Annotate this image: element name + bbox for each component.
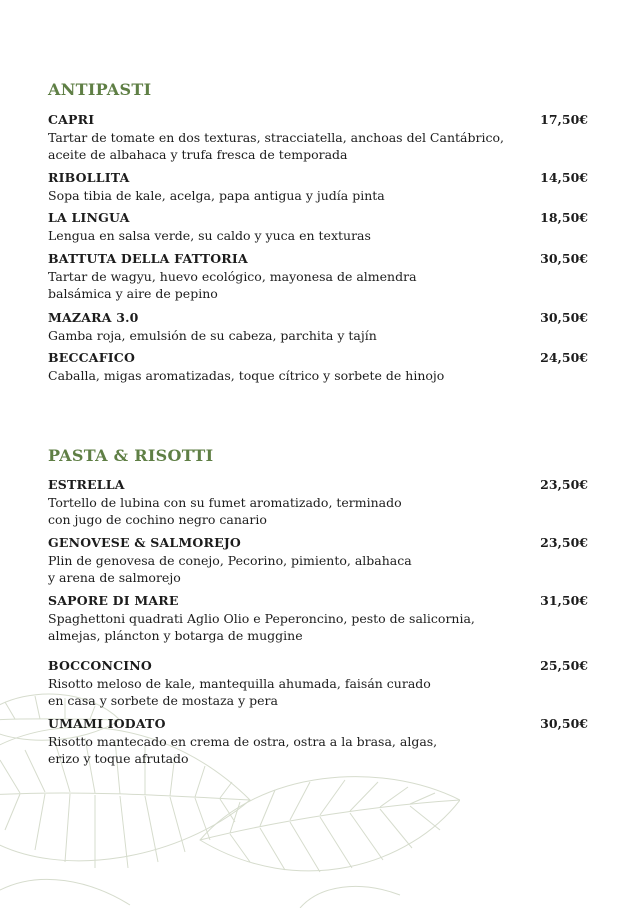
dish-description-line: Sopa tibia de kale, acelga, papa antigua y judía pinta [48,188,385,203]
menu-item [48,310,588,344]
dish-description-line: y arena de salmorejo [48,570,181,585]
dish-description-line: con jugo de cochino negro canario [48,512,267,527]
dish-description-line: Risotto meloso de kale, mantequilla ahumada, faisán curado [48,676,431,691]
menu-item [48,535,588,586]
dish-description-line: Spaghettoni quadrati Aglio Olio e Peperoncino, pesto de salicornia, [48,611,475,626]
dish-price: 30,50€ [540,310,588,325]
dish-description-line: Risotto mantecado en crema de ostra, ostra a la brasa, algas, [48,734,438,749]
dish-price: 14,50€ [540,170,588,185]
dish-description-line: Tartar de wagyu, huevo ecológico, mayonesa de almendra [48,269,417,284]
dish-name: RIBOLLITA [48,170,130,185]
dish-description-line: Tortello de lubina con su fumet aromatizado, terminado [48,495,402,510]
dish-description-line: erizo y toque afrutado [48,751,189,766]
dish-name: GENOVESE & SALMOREJO [48,535,242,550]
dish-description-line: Lengua en salsa verde, su caldo y yuca en texturas [48,228,371,243]
dish-name: SAPORE DI MARE [48,593,179,608]
menu-item [48,170,588,204]
dish-description-line: aceite de albahaca y trufa fresca de temporada [48,147,348,162]
dish-name: MAZARA 3.0 [48,310,139,325]
dish-description-line: Plin de genovesa de conejo, Pecorino, pimiento, albahaca [48,553,412,568]
dish-price: 30,50€ [540,716,588,731]
dish-price: 23,50€ [540,535,588,550]
dish-name: BATTUTA DELLA FATTORIA [48,251,248,266]
dish-price: 24,50€ [540,350,588,365]
dish-price: 18,50€ [540,210,588,225]
dish-price: 25,50€ [540,658,588,673]
menu-item [48,716,588,767]
dish-name: BOCCONCINO [48,658,153,673]
menu-item [48,350,588,384]
dish-description-line: balsámica y aire de pepino [48,286,218,301]
dish-price: 23,50€ [540,477,588,492]
dish-price: 31,50€ [540,593,588,608]
dish-name: LA LINGUA [48,210,130,225]
menu-item [48,593,588,644]
dish-price: 30,50€ [540,251,588,266]
menu-item [48,658,588,709]
dish-name: BECCAFICO [48,350,136,365]
section-title-pasta-risotti: PASTA & RISOTTI [48,446,214,465]
menu-item [48,477,588,528]
dish-name: CAPRI [48,112,95,127]
menu-item [48,210,588,244]
section-title-antipasti: ANTIPASTI [48,80,152,99]
dish-description-line: almejas, pláncton y botarga de muggine [48,628,303,643]
menu-item [48,112,588,163]
menu-item [48,251,588,302]
dish-description-line: Tartar de tomate en dos texturas, stracciatella, anchoas del Cantábrico, [48,130,504,145]
dish-description-line: Gamba roja, emulsión de su cabeza, parchita y tajín [48,328,377,343]
dish-description-line: Caballa, migas aromatizadas, toque cítrico y sorbete de hinojo [48,368,445,383]
dish-name: ESTRELLA [48,477,125,492]
dish-price: 17,50€ [540,112,588,127]
dish-description-line: en casa y sorbete de mostaza y pera [48,693,278,708]
dish-name: UMAMI IODATO [48,716,166,731]
